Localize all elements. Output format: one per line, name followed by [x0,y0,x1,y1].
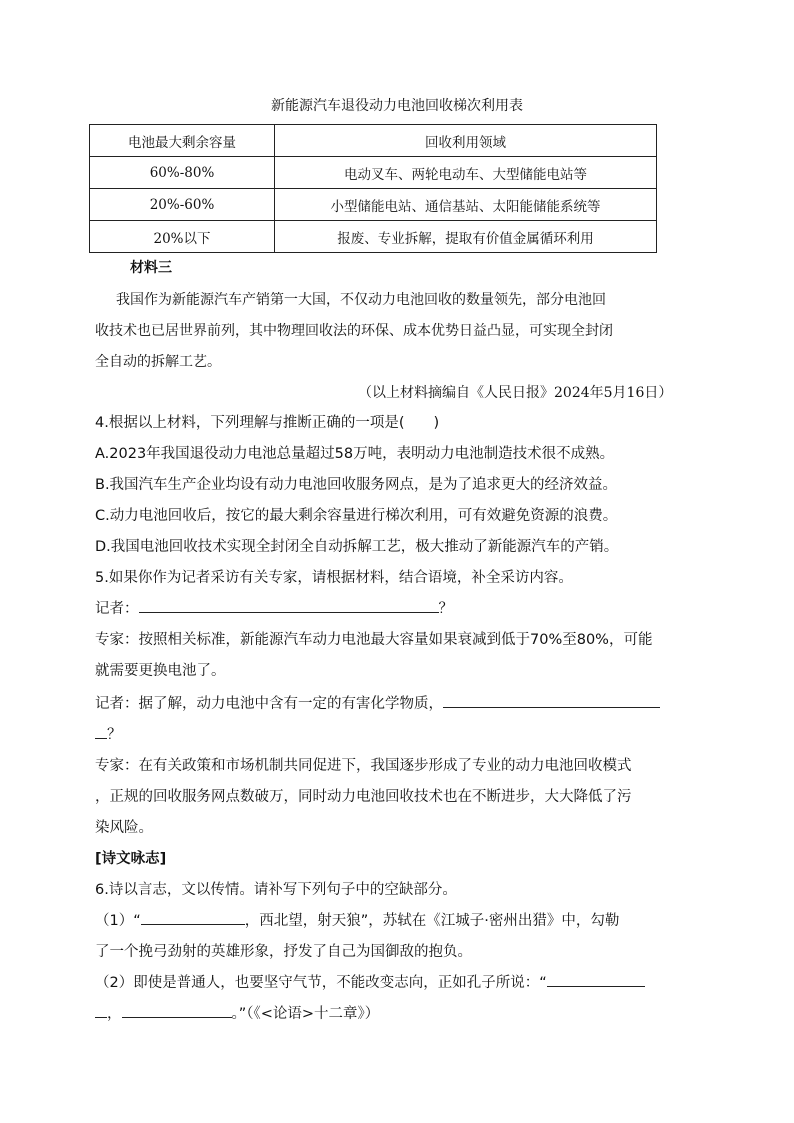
table-cell: 电动叉车、两轮电动车、大型储能电站等 [275,157,657,189]
question-mark: ？ [107,727,122,743]
item-2-text: （2）即使是普通人，也要坚守气节，不能改变志向，正如孔子所说：“ [95,975,547,991]
material-heading: 材料三 [130,260,172,276]
quote-open: （1）“ [95,913,141,929]
table-header-row [90,125,657,157]
question-6-item-2 [95,968,645,999]
table-title: 新能源汽车退役动力电池回收梯次利用表 [271,98,523,114]
table-header-cell: 电池最大剩余容量 [90,125,275,157]
option-a[interactable]: A.2023年我国退役动力电池总量超过58万吨，表明动力电池制造技术很不成熟。 [95,446,615,462]
reporter-label: 记者： [95,601,139,617]
question-6-stem: 6.诗以言志，文以传情。请补写下列句子中的空缺部分。 [95,882,457,898]
table-row [90,189,657,221]
interview-expert-line: 就需要更换电池了。 [95,663,226,679]
interview-expert-line: 染风险。 [95,820,153,836]
table-cell: 20%-60% [90,189,275,221]
interview-reporter-2-cont [95,720,122,751]
answer-blank[interactable] [547,970,645,987]
table-header-cell: 回收利用领域 [275,125,657,157]
section-heading: [诗文咏志] [95,851,167,867]
reporter-text: 记者：据了解，动力电池中含有一定的有害化学物质， [95,696,443,712]
table-cell: 20%以下 [90,221,275,253]
question-mark: ？ [438,601,453,617]
material-paragraph-line: 收技术也已居世界前列，其中物理回收法的环保、成本优势日益凸显，可实现全封闭 [95,323,613,339]
interview-expert-line: ，正规的回收服务网点数破万，同时动力电池回收技术也在不断进步，大大降低了污 [95,789,632,805]
item-1-text: ，西北望，射天狼”，苏轼在《江城子·密州出猎》中，勾勒 [244,913,620,929]
option-c[interactable]: C.动力电池回收后，按它的最大剩余容量进行梯次利用，可有效避免资源的浪费。 [95,508,618,524]
option-d[interactable]: D.我国电池回收技术实现全封闭全自动拆解工艺，极大推动了新能源汽车的产销。 [95,539,619,555]
material-paragraph-line: 我国作为新能源汽车产销第一大国，不仅动力电池回收的数量领先，部分电池回 [116,292,606,308]
answer-blank[interactable] [95,1001,107,1018]
material-paragraph-line: 全自动的拆解工艺。 [95,354,221,370]
answer-blank[interactable] [95,722,107,739]
option-b[interactable]: B.我国汽车生产企业均设有动力电池回收服务网点，是为了追求更大的经济效益。 [95,477,618,493]
table-row [90,157,657,189]
interview-reporter-2 [95,689,660,720]
question-6-item-1 [95,906,619,937]
answer-blank[interactable] [139,596,439,613]
interview-expert-line: 专家：按照相关标准，新能源汽车动力电池最大容量如果衰减到低于70%至80%，可能 [95,632,653,648]
question-6-item-2-cont [95,999,379,1030]
question-5-stem: 5.如果你作为记者采访有关专家，请根据材料，结合语境，补全采访内容。 [95,570,573,586]
answer-blank[interactable] [141,908,245,925]
answer-blank[interactable] [122,1001,232,1018]
recycling-table [89,124,657,253]
interview-expert-line: 专家：在有关政策和市场机制共同促进下，我国逐步形成了专业的动力电池回收模式 [95,758,632,774]
material-source: （以上材料摘编自《人民日报》2024年5月16日） [358,385,673,401]
item-2-end: 。”（《<论语>十二章》） [231,1006,380,1022]
table-cell: 小型储能电站、通信基站、太阳能储能系统等 [275,189,657,221]
comma: ， [107,1006,122,1022]
table-cell: 报废、专业拆解，提取有价值金属循环利用 [275,221,657,253]
interview-reporter-1 [95,594,453,625]
table-cell: 60%-80% [90,157,275,189]
question-6-item-1-cont: 了一个挽弓劲射的英雄形象，抒发了自己为国御敌的抱负。 [95,944,472,960]
table-row [90,221,657,253]
answer-blank[interactable] [443,691,660,708]
question-4-stem: 4.根据以上材料，下列理解与推断正确的一项是( ) [95,415,440,431]
